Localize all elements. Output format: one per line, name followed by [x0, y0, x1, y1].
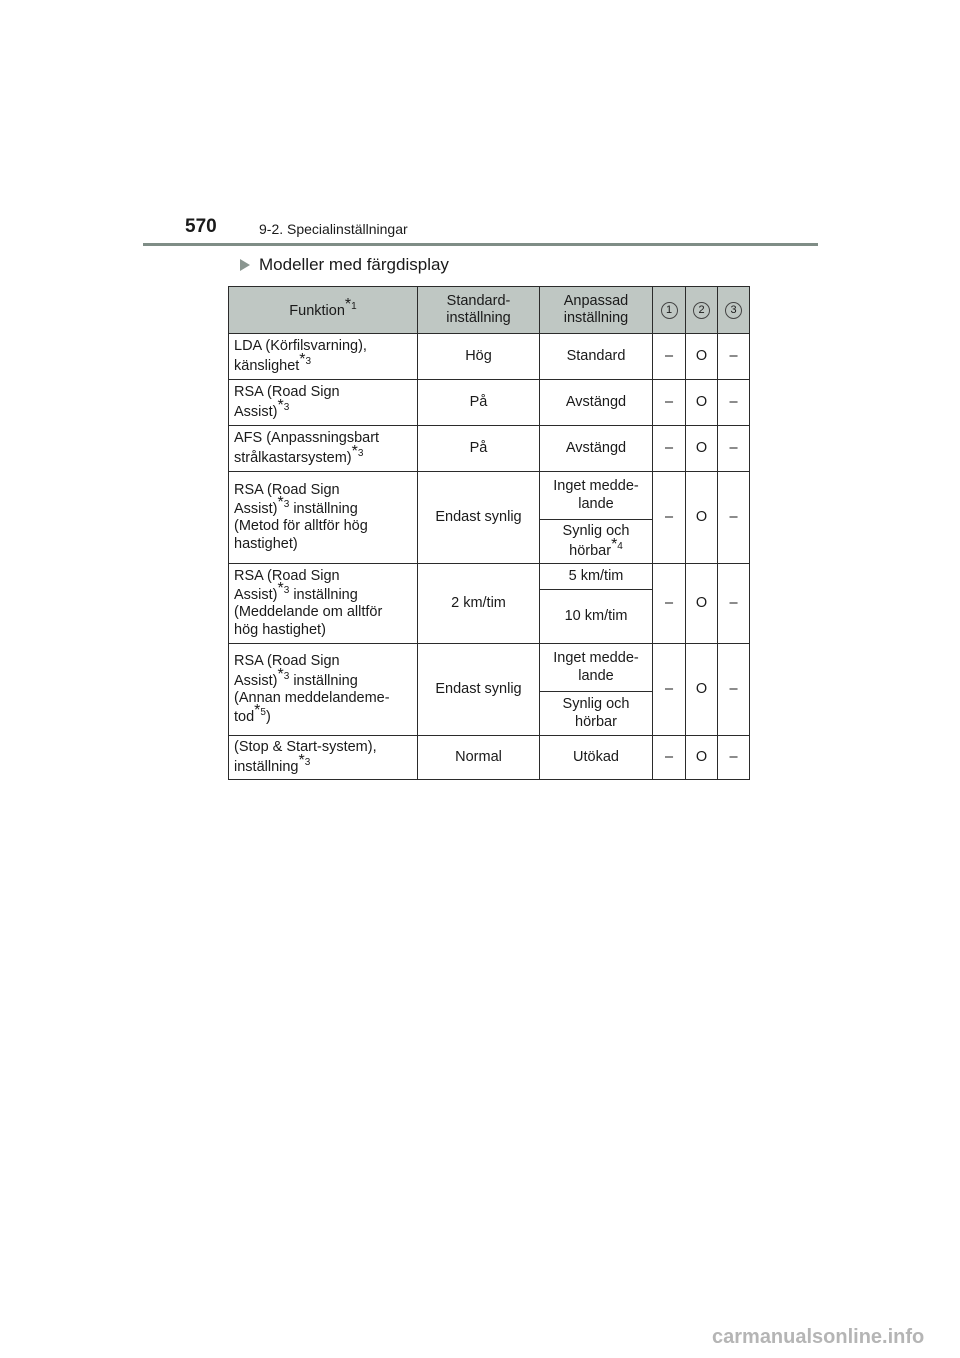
table-row — [229, 334, 750, 380]
row-default: På — [418, 380, 540, 426]
row-custom: Avstängd — [540, 426, 653, 472]
row-default: Endast synlig — [418, 472, 540, 564]
header-function: Funktion$^{*1}$ — [229, 287, 418, 334]
table-row — [229, 644, 750, 692]
settings-table — [228, 286, 750, 780]
row-default: Hög — [418, 334, 540, 380]
row-custom-option: Synlig och hörbar — [540, 692, 653, 736]
table-row — [229, 564, 750, 590]
header-col-3 — [718, 287, 750, 334]
table-row — [229, 380, 750, 426]
header-col-1 — [653, 287, 686, 334]
row-c3: – — [718, 736, 750, 780]
row-c1: – — [653, 334, 686, 380]
circled-number-3-icon: 3 — [725, 302, 742, 319]
header-default: Standard- inställning — [418, 287, 540, 334]
row-c3: – — [718, 380, 750, 426]
circled-number-1-icon: 1 — [661, 302, 678, 319]
row-c1: – — [653, 426, 686, 472]
row-custom: Standard — [540, 334, 653, 380]
row-default: Normal — [418, 736, 540, 780]
row-custom: Utökad — [540, 736, 653, 780]
row-c3: – — [718, 472, 750, 564]
row-default: 2 km/tim — [418, 564, 540, 644]
triangle-bullet-icon — [240, 259, 250, 271]
circled-number-2-icon: 2 — [693, 302, 710, 319]
row-c3: – — [718, 426, 750, 472]
row-c1: – — [653, 564, 686, 644]
row-default: På — [418, 426, 540, 472]
subheading-text: Modeller med färgdisplay — [259, 255, 449, 274]
row-c2: O — [686, 736, 718, 780]
table-header-row — [229, 287, 750, 334]
row-c1: – — [653, 472, 686, 564]
section-subheading — [240, 255, 449, 275]
table-row — [229, 736, 750, 780]
row-custom-option: 10 km/tim — [540, 590, 653, 644]
row-c2: O — [686, 380, 718, 426]
watermark: carmanualsonline.info — [712, 1326, 925, 1348]
row-custom-option: 5 km/tim — [540, 564, 653, 590]
row-function: RSA (Road Sign Assist)$^{*3}$ — [229, 380, 418, 426]
row-c2: O — [686, 564, 718, 644]
row-function: AFS (Anpassningsbart strålkastarsystem)$^{*3}$ — [229, 426, 418, 472]
row-default: Endast synlig — [418, 644, 540, 736]
row-c2: O — [686, 334, 718, 380]
row-custom-option: Synlig och hörbar$^{*4}$ — [540, 520, 653, 564]
row-function: RSA (Road Sign Assist)$^{*3}$ inställning (Annan meddelandeme- tod$^{*5}$) — [229, 644, 418, 736]
row-c2: O — [686, 426, 718, 472]
row-function: LDA (Körfilsvarning), känslighet$^{*3}$ — [229, 334, 418, 380]
page-number: 570 — [185, 216, 217, 237]
row-c2: O — [686, 472, 718, 564]
header-custom: Anpassad inställning — [540, 287, 653, 334]
table-row — [229, 472, 750, 520]
row-custom: Avstängd — [540, 380, 653, 426]
row-c3: – — [718, 564, 750, 644]
row-custom-option: Inget medde- lande — [540, 472, 653, 520]
row-custom-option: Inget medde- lande — [540, 644, 653, 692]
row-function: (Stop & Start-system), inställning$^{*3}$ — [229, 736, 418, 780]
row-function: RSA (Road Sign Assist)$^{*3}$ inställning (Meddelande om alltför hög hastighet) — [229, 564, 418, 644]
row-c2: O — [686, 644, 718, 736]
chapter-title: 9-2. Specialinställningar — [259, 221, 408, 237]
header-col-2 — [686, 287, 718, 334]
header-rule — [143, 243, 818, 246]
row-c1: – — [653, 644, 686, 736]
row-c3: – — [718, 334, 750, 380]
row-function: RSA (Road Sign Assist)$^{*3}$ inställning (Metod för alltför hög hastighet) — [229, 472, 418, 564]
row-c1: – — [653, 380, 686, 426]
table-row — [229, 426, 750, 472]
row-c1: – — [653, 736, 686, 780]
row-c3: – — [718, 644, 750, 736]
